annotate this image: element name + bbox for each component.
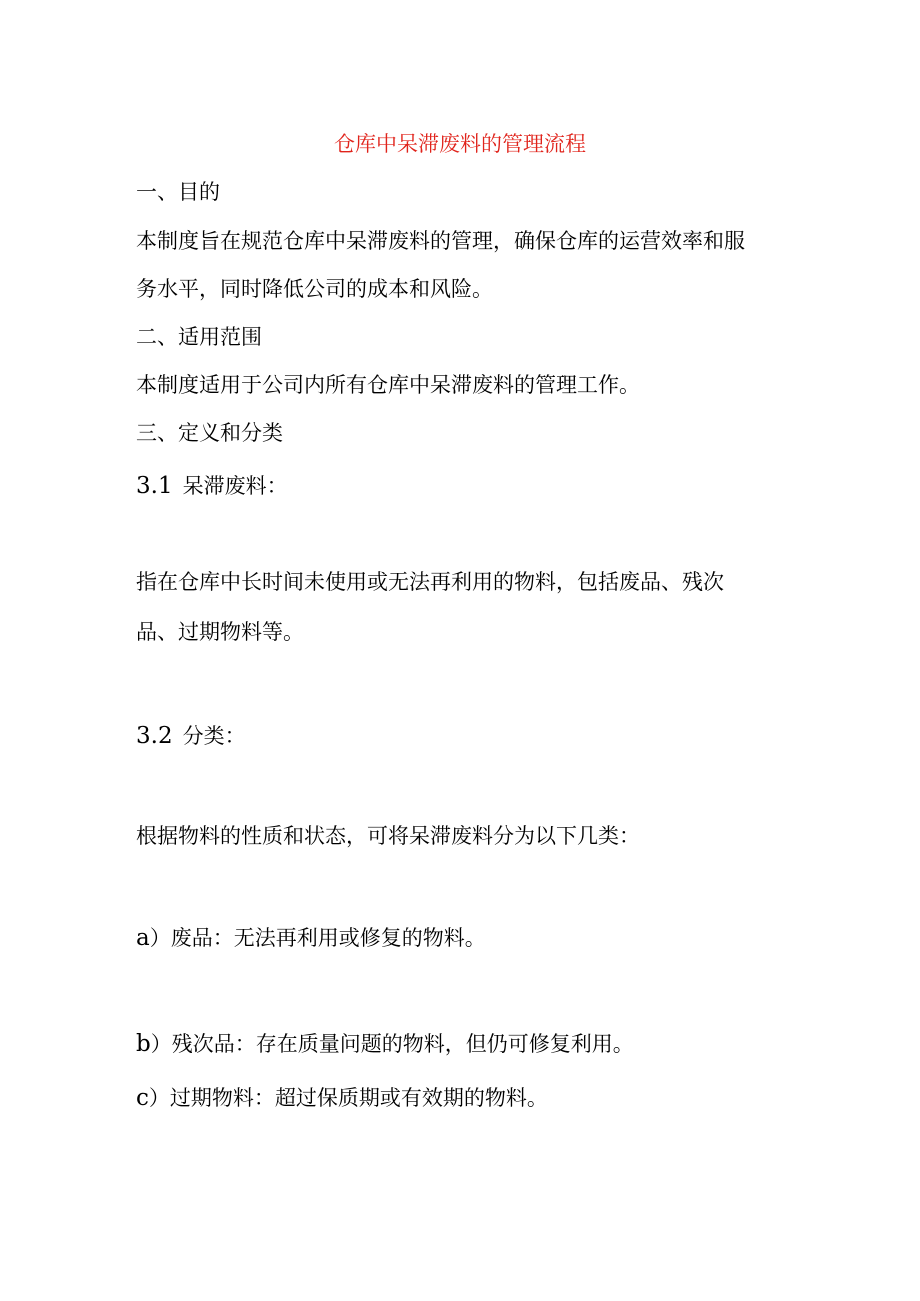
paragraph-definition-line-2: 品、过期物料等。 <box>136 620 304 644</box>
subsection-number: 3.1 <box>136 473 173 499</box>
paragraph-classification-intro: 根据物料的性质和状态，可将呆滞废料分为以下几类： <box>136 824 640 848</box>
subsection-heading-3-2 <box>136 721 246 751</box>
section-heading-definition: 三、定义和分类 <box>136 421 283 445</box>
subsection-label: 呆滞废料： <box>182 474 288 498</box>
list-item-letter: a <box>136 925 150 951</box>
list-item-a <box>136 923 486 953</box>
list-item-text: ）残次品：存在质量问题的物料，但仍可修复利用。 <box>150 1032 634 1056</box>
list-item-text: ）过期物料：超过保质期或有效期的物料。 <box>148 1086 548 1110</box>
subsection-heading-3-1 <box>136 471 288 501</box>
section-heading-purpose: 一、目的 <box>136 180 220 204</box>
list-item-text: ）废品：无法再利用或修复的物料。 <box>149 926 486 950</box>
paragraph-definition-line-1: 指在仓库中长时间未使用或无法再利用的物料，包括废品、残次 <box>136 570 724 594</box>
section-heading-scope: 二、适用范围 <box>136 325 262 349</box>
paragraph-purpose-line-1: 本制度旨在规范仓库中呆滞废料的管理，确保仓库的运营效率和服 <box>136 229 745 253</box>
subsection-number: 3.2 <box>136 723 173 749</box>
paragraph-scope: 本制度适用于公司内所有仓库中呆滞废料的管理工作。 <box>136 373 640 397</box>
list-item-b <box>136 1029 634 1059</box>
list-item-letter: b <box>136 1031 151 1057</box>
list-item-c <box>136 1083 548 1113</box>
page-title: 仓库中呆滞废料的管理流程 <box>334 132 586 156</box>
subsection-label: 分类： <box>182 724 246 748</box>
paragraph-purpose-line-2: 务水平，同时降低公司的成本和风险。 <box>136 277 493 301</box>
list-item-letter: c <box>136 1085 149 1111</box>
